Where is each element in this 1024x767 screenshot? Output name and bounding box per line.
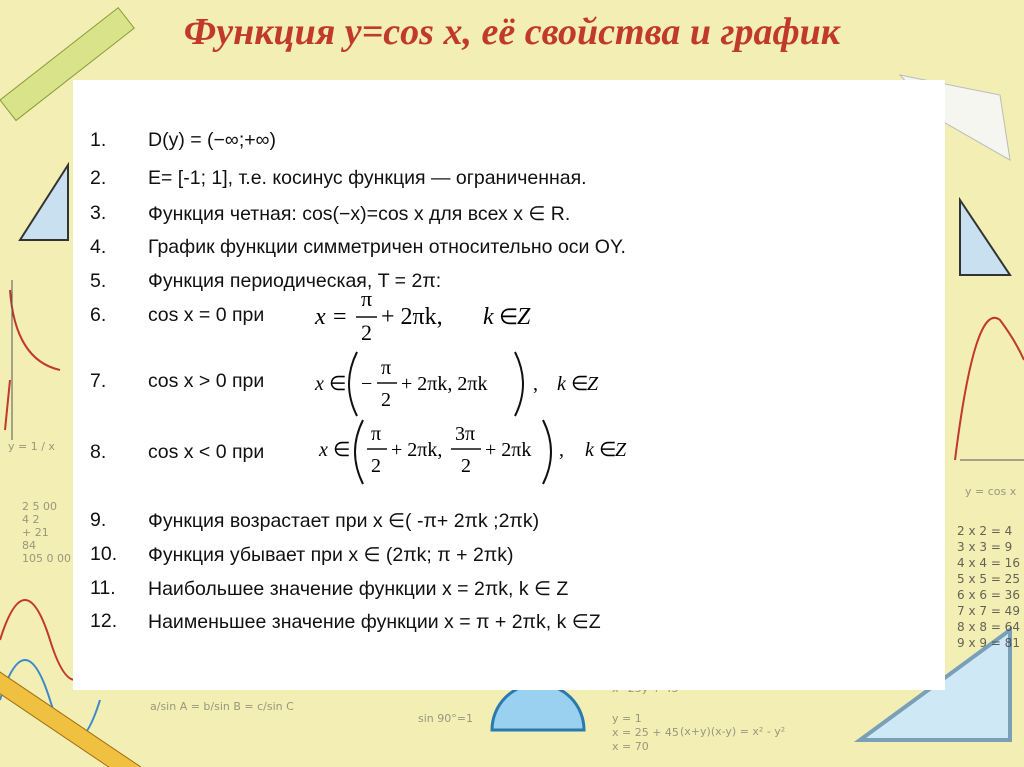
system-row: x = 25 + 45 <box>612 726 679 739</box>
content-panel <box>73 80 945 690</box>
formula-item-8 <box>315 414 645 490</box>
system-row: y = 1 <box>612 712 642 725</box>
formula-k: k <box>585 439 594 461</box>
formula-k: k <box>557 373 566 395</box>
item-number: 3. <box>90 202 107 224</box>
right-paren <box>543 420 551 484</box>
item-number: 8. <box>90 441 107 463</box>
decor-expansion: (x+y)(x-y) = x² - y² <box>680 725 786 738</box>
formula-end: + 2πk <box>485 439 532 461</box>
formula-k: k <box>483 304 494 330</box>
addition-row: 84 <box>22 539 36 552</box>
page-title: Функция y=cos x, её свойства и график <box>183 11 841 53</box>
hyperbola-curve-left <box>10 290 60 370</box>
system-row: x = 70 <box>612 740 649 753</box>
formula-set-z: Z <box>517 304 531 330</box>
mult-table-row: 4 x 4 = 16 <box>957 556 1020 570</box>
formula-numerator-2: 3π <box>455 423 476 445</box>
addition-row: 105 0 00 <box>22 552 71 565</box>
formula-element-of: ∈ <box>599 439 617 461</box>
addition-row: 2 5 00 <box>22 500 57 513</box>
decor-addition <box>22 500 71 565</box>
formula-set-z: Z <box>615 439 627 461</box>
mult-table-row: 8 x 8 = 64 <box>957 620 1020 634</box>
item-number: 10. <box>90 543 118 565</box>
item-text: Функция убывает при x ∈ (2πk; π + 2πk) <box>148 544 514 566</box>
item-number: 6. <box>90 304 107 326</box>
formula-numerator: π <box>371 423 382 445</box>
formula-numerator: π <box>361 288 373 311</box>
formula-element-of: ∈ <box>571 373 589 395</box>
formula-denominator: 2 <box>371 455 381 477</box>
mult-table-row: 5 x 5 = 25 <box>957 572 1020 586</box>
formula-item-7 <box>311 346 631 422</box>
formula-minus: − <box>361 373 373 395</box>
item-text: График функции симметричен относительно оси OY. <box>148 236 626 258</box>
formula-comma: , <box>559 439 564 461</box>
formula-mid: + 2πk, <box>391 439 443 461</box>
formula-numerator: π <box>381 357 392 379</box>
item-text: cos x > 0 при <box>148 370 265 392</box>
mult-table-row: 2 x 2 = 4 <box>957 524 1013 538</box>
item-text: Наибольшее значение функции x = 2πk, k ∈ Z <box>148 578 569 600</box>
decor-sin90: sin 90°=1 <box>418 712 473 725</box>
item-text: Функция периодическая, T = 2π: <box>148 270 442 292</box>
decor-mult-table <box>957 523 1020 651</box>
item-text: D(y) = (−∞;+∞) <box>148 129 277 151</box>
item-text: Наименьшее значение функции x = π + 2πk, k ∈Z <box>148 611 601 633</box>
formula-element-of: ∈ <box>499 304 519 329</box>
decor-system-2 <box>612 712 679 754</box>
formula-equals: = <box>333 304 347 330</box>
addition-row: + 21 <box>22 526 49 539</box>
formula-element-of: ∈ <box>329 373 347 395</box>
decor-label-cos-x: y = cos x <box>965 485 1017 498</box>
item-number: 4. <box>90 236 107 258</box>
item-number: 12. <box>90 610 118 632</box>
item-number: 9. <box>90 509 107 531</box>
item-number: 5. <box>90 270 107 292</box>
item-text: Функция возрастает при x ∈( -π+ 2πk ;2πk) <box>148 510 540 532</box>
decor-label-1-over-x: y = 1 / x <box>8 440 55 453</box>
right-paren <box>515 352 523 416</box>
formula-denominator-2: 2 <box>461 455 471 477</box>
formula-variable-x: x <box>319 439 328 461</box>
formula-rest: + 2πk, 2πk <box>401 373 488 395</box>
item-text: E= [-1; 1], т.е. косинус функция — ограниченная. <box>148 167 587 189</box>
formula-variable-x: x <box>315 304 326 330</box>
formula-variable-x: x <box>315 373 324 395</box>
mult-table-row: 6 x 6 = 36 <box>957 588 1020 602</box>
formula-set-z: Z <box>587 373 599 395</box>
item-number: 2. <box>90 167 107 189</box>
decor-law-of-sines: a/sin A = b/sin B = c/sin C <box>150 700 294 713</box>
mult-table-row: 9 x 9 = 81 <box>957 636 1020 650</box>
formula-item-6 <box>311 288 571 348</box>
formula-comma: , <box>533 373 538 395</box>
item-number: 11. <box>90 577 116 599</box>
item-number: 1. <box>90 129 107 151</box>
item-text: cos x < 0 при <box>148 441 265 463</box>
mult-table-row: 7 x 7 = 49 <box>957 604 1020 618</box>
cosine-curve-right <box>955 318 1024 460</box>
addition-row: 4 2 <box>22 513 40 526</box>
mult-table-row: 3 x 3 = 9 <box>957 540 1013 554</box>
formula-denominator: 2 <box>381 389 391 411</box>
item-text: Функция четная: cos(−x)=cos x для всех x ∈ R. <box>148 203 571 225</box>
formula-denominator: 2 <box>361 320 372 345</box>
item-number: 7. <box>90 370 107 392</box>
item-text: cos x = 0 при <box>148 304 265 326</box>
left-paren <box>349 352 357 416</box>
formula-rest: + 2πk, <box>381 304 443 330</box>
left-paren <box>355 420 363 484</box>
formula-element-of: ∈ <box>333 439 351 461</box>
